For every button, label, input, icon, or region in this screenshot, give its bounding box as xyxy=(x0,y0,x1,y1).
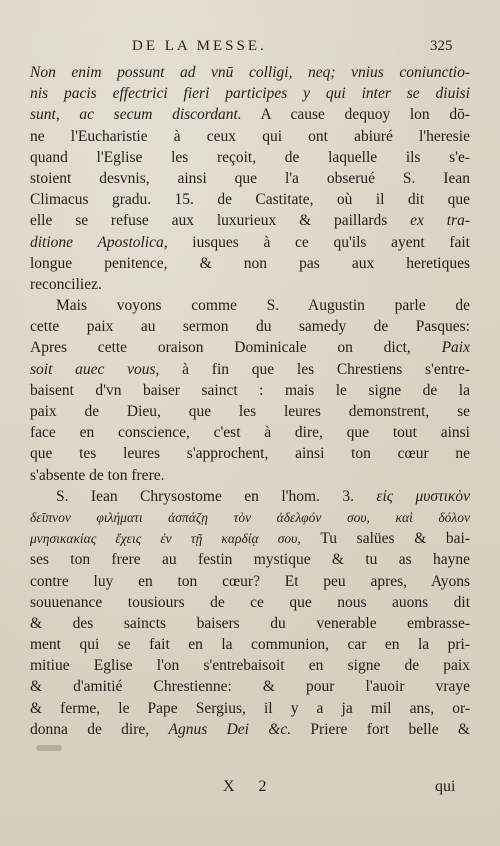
text-segment: sunt, ac secum discordant. xyxy=(30,106,242,124)
text-line xyxy=(30,422,470,443)
text-line xyxy=(30,613,470,634)
page-footer xyxy=(0,778,500,800)
text-segment: εἰς μυστικὸν xyxy=(376,487,470,505)
text-segment: que tes leures s'approchent, ainsi ton cœur ne xyxy=(30,445,470,463)
text-segment: iusques à ce qu'ils ayent fait xyxy=(167,233,470,251)
text-line xyxy=(30,443,470,464)
text-line xyxy=(30,274,470,295)
text-segment: reconciliez. xyxy=(30,275,102,293)
text-line xyxy=(30,528,470,549)
text-segment: s'absente de ton frere. xyxy=(30,466,165,484)
text-line xyxy=(30,295,470,316)
text-segment: soit auec vous, xyxy=(30,360,160,378)
text-segment: ditione Apostolica, xyxy=(30,233,168,251)
text-line xyxy=(30,465,470,486)
text-segment: elle se refuse aux luxurieux & paillards xyxy=(30,212,411,230)
text-segment: Agnus Dei &c. xyxy=(168,720,292,738)
text-segment: souuenance tousiours de ce que nous auons dit xyxy=(30,593,470,611)
text-segment: & des saincts baisers du venerable embrasse- xyxy=(30,614,470,632)
text-line xyxy=(30,83,470,104)
signature-mark: X 2 xyxy=(223,778,277,795)
text-segment: ne l'Eucharistie à ceux qui ont abiuré l'heresie xyxy=(30,127,470,145)
text-segment: Mais voyons comme S. Augustin parle de xyxy=(56,297,470,315)
text-line xyxy=(30,698,470,719)
text-line xyxy=(30,126,470,147)
text-segment: cette paix au sermon du samedy de Pasques: xyxy=(30,318,470,336)
text-segment: Non enim possunt ad vnū colligi, neq; vnius coniunctio- xyxy=(30,64,470,81)
text-line xyxy=(30,676,470,697)
running-head: DE LA MESSE. xyxy=(132,38,267,54)
text-segment: contre luy en ton cœur? Et peu apres, Ayons xyxy=(30,572,470,590)
text-line xyxy=(30,592,470,613)
text-line xyxy=(30,210,470,231)
text-segment: Climacus gradu. 15. de Castitate, où il dit que xyxy=(30,191,470,209)
text-line xyxy=(30,62,470,83)
text-segment: à fin que les Chrestiens s'entre- xyxy=(159,360,470,378)
text-segment: ses ton frere au festin mystique & tu as hayne xyxy=(30,551,470,569)
text-line xyxy=(30,337,470,358)
text-segment: baisent d'vn baiser sainct : mais le signe de la xyxy=(30,381,470,399)
text-segment: Apres cette oraison Dominicale on dict, xyxy=(30,339,442,357)
text-segment: ment qui se fait en la communion, car en la pri- xyxy=(30,636,470,654)
text-segment: nis pacis effectrici fieri participes y qui inter se diuisi xyxy=(30,85,470,103)
text-line xyxy=(30,507,470,528)
text-line xyxy=(30,316,470,337)
ink-blemish xyxy=(36,745,62,751)
catchword: qui xyxy=(435,778,456,795)
text-segment: longue penitence, & non pas aux heretiques xyxy=(30,254,470,272)
text-segment: & ferme, le Pape Sergius, il y a ja mil ans, or- xyxy=(30,699,470,717)
text-line xyxy=(30,571,470,592)
text-segment: S. Iean Chrysostome en l'hom. 3. xyxy=(56,487,377,505)
text-line xyxy=(30,380,470,401)
text-line xyxy=(30,655,470,676)
text-line xyxy=(30,168,470,189)
text-segment: donna de dire, xyxy=(30,720,169,738)
text-line xyxy=(30,486,470,507)
text-segment: Priere fort belle & xyxy=(291,720,470,738)
text-segment: quand l'Eglise les reçoit, de laquelle ils s'e- xyxy=(30,148,470,166)
text-segment: paix de Dieu, que les leures demonstrent, se xyxy=(30,403,470,420)
text-line xyxy=(30,104,470,125)
page-header xyxy=(0,38,500,60)
text-line xyxy=(30,719,470,740)
text-line xyxy=(30,401,470,422)
text-segment: mitiue Eglise l'on s'entrebaisoit en signe de paix xyxy=(30,657,470,675)
text-segment: ex tra- xyxy=(410,212,470,230)
text-segment: stoient desvnis, ainsi que l'a obserué S. Iean xyxy=(30,169,470,187)
body-text xyxy=(30,62,470,740)
page-number: 325 xyxy=(430,38,453,54)
text-segment: A cause dequoy lon dō- xyxy=(241,106,470,124)
text-line xyxy=(30,359,470,380)
text-segment: δεῖπνον φιλήματι ἀσπάζῃ τὸν ἀδελφόν σου, καὶ δόλον xyxy=(30,509,470,525)
text-line xyxy=(30,549,470,570)
text-line xyxy=(30,147,470,168)
text-line xyxy=(30,634,470,655)
text-line xyxy=(30,253,470,274)
text-line xyxy=(30,189,470,210)
text-segment: Tu salües & bai- xyxy=(300,530,470,548)
text-segment: & d'amitié Chrestienne: & pour l'auoir vraye xyxy=(30,678,470,696)
text-segment: face en conscience, c'est à dire, que tout ainsi xyxy=(30,424,470,442)
text-segment: Paix xyxy=(441,339,470,357)
text-line xyxy=(30,232,470,253)
text-segment: μνησικακίας ἔχεις ἐν τῇ καρδίᾳ σου, xyxy=(30,531,301,547)
